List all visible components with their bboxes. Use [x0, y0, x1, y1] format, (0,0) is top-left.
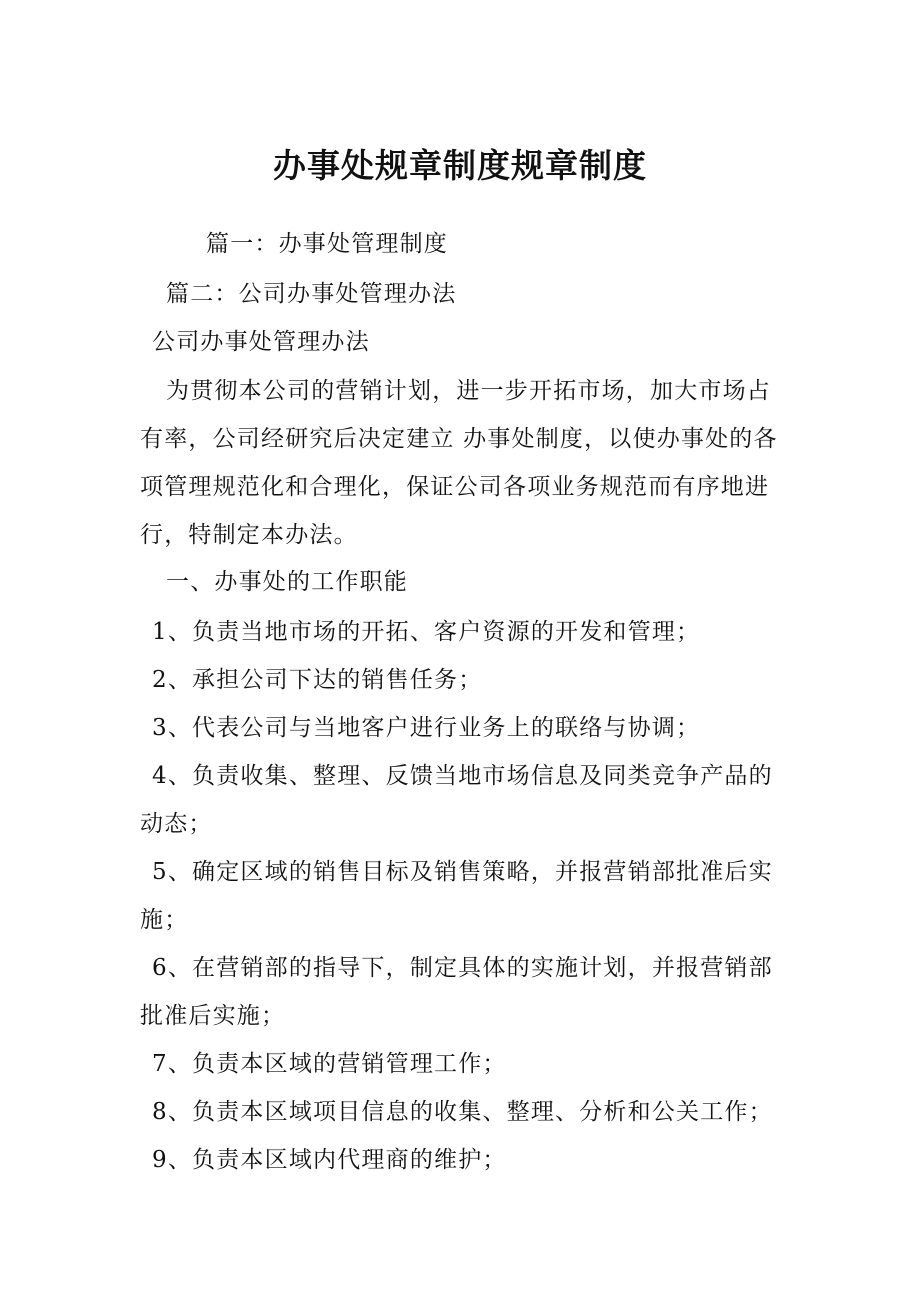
list-item: 1、负责当地市场的开拓、客户资源的开发和管理；	[152, 619, 701, 645]
intro-paragraph-text: 为贯彻本公司的营销计划，进一步开拓市场，加大市场占有率，公司经研究后决定建立 办事处制度，以使办事处的各项管理规范化和合理化，保证公司各项业务规范而有序地进行，特制定本办法。	[140, 378, 778, 548]
list-item: 3、代表公司与当地客户进行业务上的联络与协调；	[152, 715, 701, 741]
list-item-continuation: 施；	[140, 907, 189, 933]
list-item-continuation: 动态；	[140, 811, 213, 837]
list-item: 7、负责本区域的营销管理工作；	[152, 1051, 507, 1077]
list-item: 8、负责本区域项目信息的收集、整理、分析和公关工作；	[152, 1099, 773, 1125]
part1-heading: 篇一：办事处管理制度	[206, 231, 448, 257]
list-item: 9、负责本区域内代理商的维护；	[152, 1147, 507, 1173]
list-item: 2、承担公司下达的销售任务；	[152, 667, 483, 693]
section1-heading: 一、办事处的工作职能	[166, 569, 408, 595]
list-item-continuation: 批准后实施；	[140, 1003, 286, 1029]
list-item: 6、在营销部的指导下，制定具体的实施计划，并报营销部	[152, 955, 773, 981]
list-item: 5、确定区域的销售目标及销售策略，并报营销部批准后实	[152, 859, 773, 885]
intro-paragraph	[140, 367, 790, 559]
document-title: 办事处规章制度规章制度	[273, 146, 647, 185]
subtitle: 公司办事处管理办法	[152, 329, 370, 355]
part2-heading: 篇二：公司办事处管理办法	[166, 281, 457, 307]
list-item: 4、负责收集、整理、反馈当地市场信息及同类竞争产品的	[152, 763, 773, 789]
